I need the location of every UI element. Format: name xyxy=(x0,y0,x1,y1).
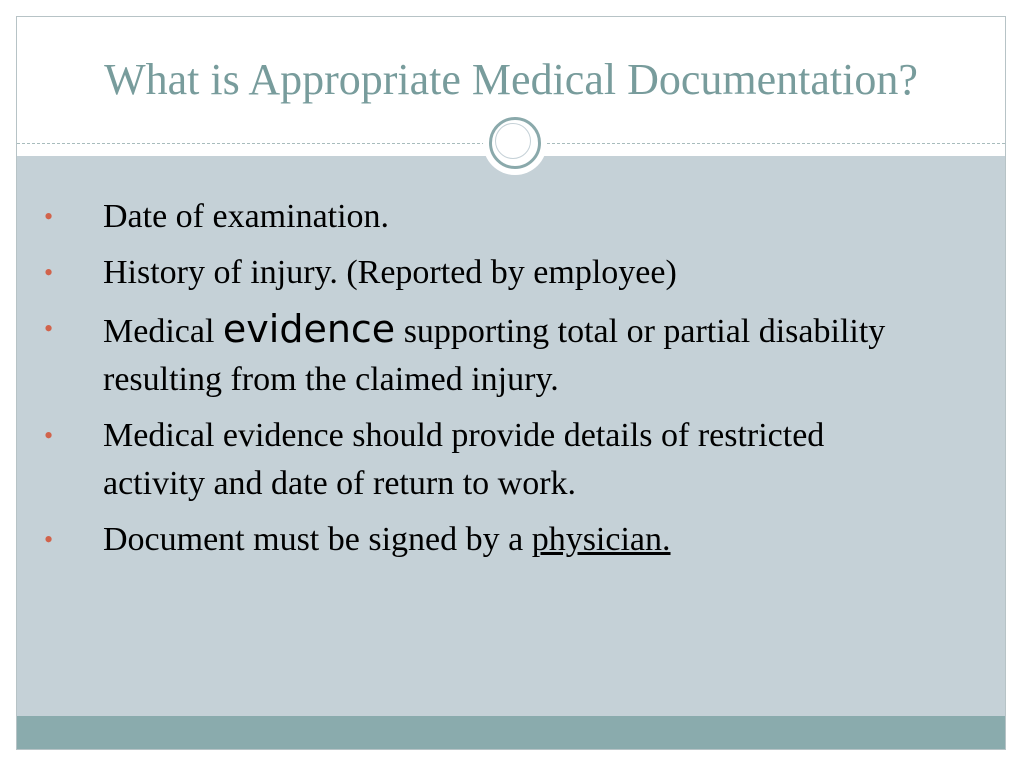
bullet-dot-icon: • xyxy=(44,525,54,554)
bullet-text: History of injury. (Reported by employee) xyxy=(103,254,677,291)
bullet-text: Date of examination. xyxy=(103,198,390,235)
bullet-dot-icon: • xyxy=(44,258,54,287)
slide-title: What is Appropriate Medical Documentation? xyxy=(104,55,918,104)
bullet-item-signature xyxy=(17,516,903,564)
bullet-dot-icon: • xyxy=(44,202,54,231)
ornament-inner-circle xyxy=(495,123,531,159)
bullet-item-date xyxy=(17,193,903,241)
bullet-text-emphasis: evidence xyxy=(222,307,396,351)
slide xyxy=(16,16,1006,750)
bullet-item-restricted-activity xyxy=(17,412,903,508)
bullet-item-history xyxy=(17,249,903,297)
bullet-dot-icon: • xyxy=(44,421,54,450)
bullet-text-prefix: Medical xyxy=(103,313,223,350)
bullet-text-suffix: supporting total or partial disability resulting from the claimed injury. xyxy=(103,313,886,398)
physician-link[interactable]: physician. xyxy=(531,521,671,558)
bullet-text-prefix: Document must be signed by a xyxy=(103,521,532,558)
bullet-list xyxy=(17,193,1005,572)
bullet-text: Medical evidence should provide details of restricted activity and date of return to work. xyxy=(103,417,825,502)
bullet-item-medical-evidence xyxy=(17,305,903,404)
footer-bar xyxy=(17,716,1005,750)
bullet-dot-icon: • xyxy=(44,314,54,343)
